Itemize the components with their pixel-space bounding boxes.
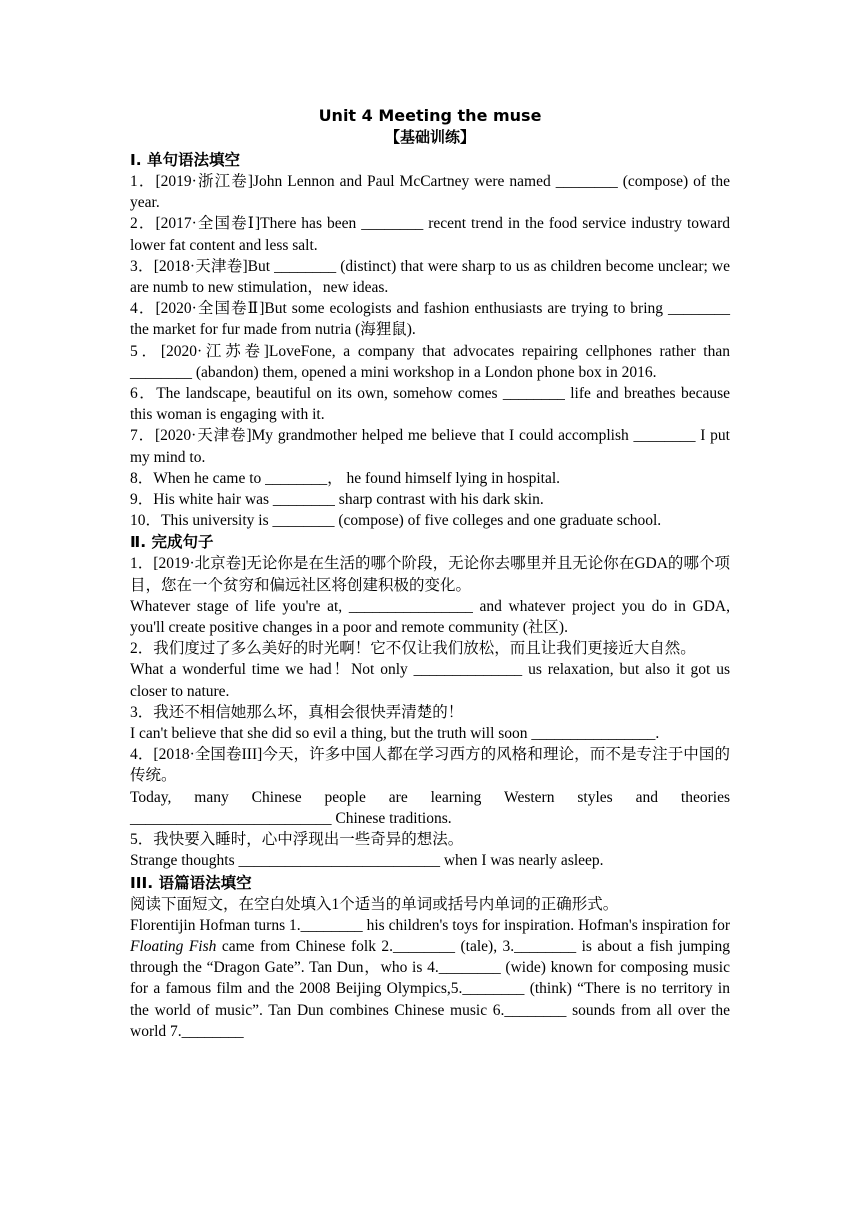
s2-question-4-prompt: 4．[2018·全国卷III]今天，许多中国人都在学习西方的风格和理论，而不是专注于中国的传统。 xyxy=(130,746,730,785)
s3-instruction: 阅读下面短文，在空白处填入1个适当的单词或括号内单词的正确形式。 xyxy=(130,895,619,913)
subtitle-basic-training: 【基础训练】 xyxy=(384,128,475,146)
s1-question-8: 8．When he came to ________， he found himself lying in hospital. xyxy=(130,469,561,487)
s2-question-1-prompt: 1．[2019·北京卷]无论你是在生活的哪个阶段，无论你去哪里并且无论你在GDA的哪个项目，您在一个贫穷和偏远社区将创建积极的变化。 xyxy=(130,555,730,594)
s2-question-2-prompt: 2．我们度过了多么美好的时光啊！它不仅让我们放松，而且让我们更接近大自然。 xyxy=(130,640,696,658)
s1-question-3: 3．[2018·天津卷]But ________ (distinct) that were sharp to us as children become unclear; we are numb to new stimulation，new ideas. xyxy=(130,257,730,297)
s2-question-5-sentence: Strange thoughts __________________________ when I was nearly asleep. xyxy=(130,852,604,870)
s1-question-2: 2．[2017·全国卷Ⅰ]There has been ________ recent trend in the food service industry toward lower fat content and less salt. xyxy=(130,215,730,254)
s1-question-9: 9．His white hair was ________ sharp contrast with his dark skin. xyxy=(130,491,544,509)
s1-question-6: 6．The landscape, beautiful on its own, somehow comes ________ life and breathes because this woman is engaging with it. xyxy=(130,385,730,424)
passage-part-1: Florentijin Hofman turns 1.________ his children's toys for inspiration. Hofman's inspiration for xyxy=(130,916,730,934)
s1-question-7: 7．[2020·天津卷]My grandmother helped me believe that I could accomplish ________ I put my mind to. xyxy=(130,427,730,466)
s2-question-4-sentence: Today, many Chinese people are learning Western styles and theories __________________________ Chinese traditions. xyxy=(130,788,730,827)
passage-italic-title: Floating Fish xyxy=(130,937,217,955)
s2-question-3-sentence: I can't believe that she did so evil a thing, but the truth will soon ________________. xyxy=(130,725,660,743)
s2-question-2-sentence: What a wonderful time we had！Not only ______________ us relaxation, but also it got us closer to nature. xyxy=(130,661,730,700)
s2-question-1-sentence: Whatever stage of life you're at, ________________ and whatever project you do in GDA, you'll create positive changes in a poor and remote community (社区). xyxy=(130,597,730,637)
document-content xyxy=(130,105,730,1042)
s1-question-1: 1．[2019·浙江卷]John Lennon and Paul McCartney were named ________ (compose) of the year. xyxy=(130,173,730,212)
s2-question-3-prompt: 3．我还不相信她那么坏，真相会很快弄清楚的！ xyxy=(130,703,464,721)
s1-question-5: 5．[2020·江苏卷]LoveFone, a company that advocates repairing cellphones rather than ________ (abandon) them, opened a mini workshop in a London phone box in 2016. xyxy=(130,342,730,381)
passage-part-2: came from Chinese folk 2.________ (tale), 3.________ is about a fish jumping through the “Dragon Gate”. Tan Dun，who is 4.________ (wide) known for composing music for a famous film and the 2008 Beijing Olympics,5.________ (think) “There is no territory in the world of music”. Tan Dun combines Chinese music 6.________ sounds from all over the world 7.________ xyxy=(130,937,730,1040)
s1-question-4: 4．[2020·全国卷Ⅱ]But some ecologists and fashion enthusiasts are trying to bring ________ the market for fur made from nutria (海狸鼠). xyxy=(130,300,730,339)
section-2-heading: Ⅱ. 完成句子 xyxy=(130,533,214,552)
section-3-heading: III. 语篇语法填空 xyxy=(130,873,252,892)
section-1-heading: Ⅰ. 单句语法填空 xyxy=(130,151,241,169)
s2-question-5-prompt: 5．我快要入睡时，心中浮现出一些奇异的想法。 xyxy=(130,831,464,849)
s3-passage xyxy=(130,915,730,1042)
s1-question-10: 10．This university is ________ (compose) of five colleges and one graduate school. xyxy=(130,512,662,530)
unit-title: Unit 4 Meeting the muse xyxy=(318,106,542,125)
